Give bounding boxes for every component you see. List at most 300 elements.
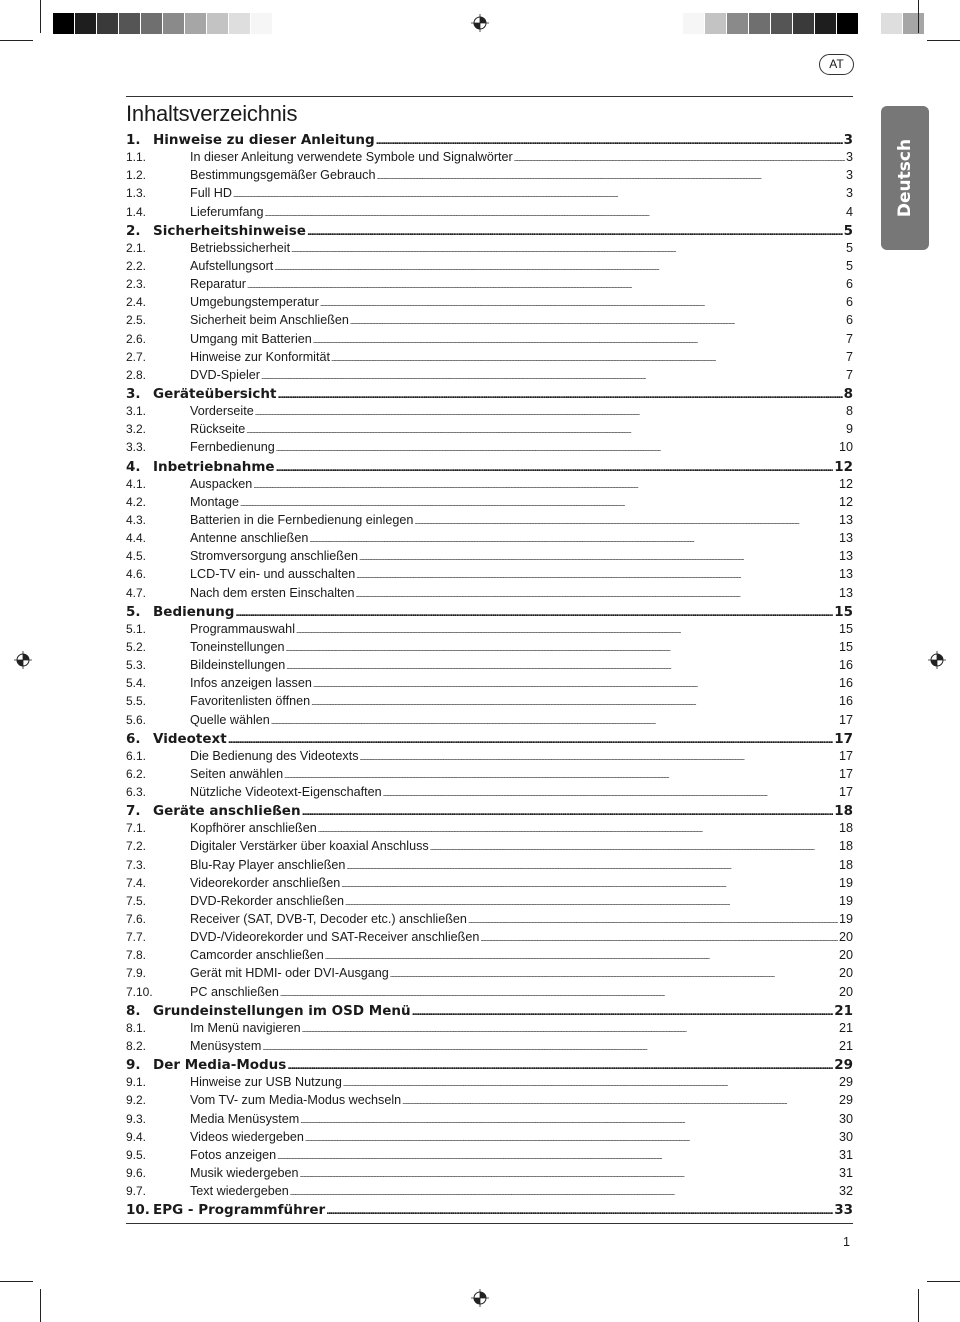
toc-entry-page: 5 [845, 240, 853, 255]
toc-chapter-entry[interactable] [126, 386, 853, 404]
toc-entry-page: 19 [838, 875, 853, 890]
toc-dot-leader [313, 338, 845, 345]
toc-section-entry[interactable] [126, 495, 853, 513]
toc-entry-number: 9.5. [126, 1147, 147, 1162]
toc-entry-page: 5 [843, 222, 853, 239]
toc-section-entry[interactable] [126, 912, 853, 930]
toc-section-entry[interactable] [126, 876, 853, 894]
color-swatch [229, 13, 251, 34]
toc-entry-number: 6.3. [126, 785, 147, 800]
toc-entry-page: 30 [838, 1111, 853, 1126]
toc-dot-leader [228, 736, 834, 746]
crop-mark-bottom-left-h [0, 1281, 33, 1282]
toc-entry-title: Nützliche Videotext-Eigenschaften [190, 785, 382, 800]
toc-entry-page: 12 [834, 458, 853, 475]
toc-entry-title: Rückseite [190, 422, 246, 437]
toc-entry-title: Betriebssicherheit [190, 240, 291, 255]
toc-entry-page: 13 [838, 567, 853, 582]
toc-entry-title: Infos anzeigen lassen [190, 676, 312, 691]
toc-dot-leader [313, 682, 838, 689]
toc-dot-leader [376, 137, 843, 147]
toc-dot-leader [302, 808, 834, 818]
toc-section-entry[interactable] [126, 513, 853, 531]
toc-entry-title: Bedienung [153, 603, 235, 620]
toc-entry-number: 5.1. [126, 621, 147, 636]
toc-dot-leader [276, 446, 838, 453]
toc-entry-title: Geräte anschließen [153, 803, 301, 820]
toc-dot-leader [390, 972, 838, 979]
toc-entry-number: 7.10. [126, 984, 153, 999]
toc-entry-page: 6 [845, 277, 853, 292]
toc-entry-number: 7.9. [126, 966, 147, 981]
toc-dot-leader [345, 900, 838, 907]
toc-entry-number: 4.4. [126, 531, 147, 546]
toc-entry-page: 10 [838, 440, 853, 455]
crop-mark-top-right-h [927, 40, 960, 41]
toc-dot-leader [402, 1099, 838, 1106]
color-swatch [251, 13, 273, 34]
toc-dot-leader [300, 1172, 838, 1179]
toc-section-entry[interactable] [126, 186, 853, 204]
toc-entry-title: Bildeinstellungen [190, 658, 286, 673]
toc-section-entry[interactable] [126, 1093, 853, 1111]
color-swatch [793, 13, 815, 34]
registration-mark-left-icon [14, 651, 32, 669]
toc-chapter-entry[interactable] [126, 223, 853, 241]
color-swatch [749, 13, 771, 34]
toc-dot-leader [514, 156, 845, 163]
toc-entry-number: 4.6. [126, 567, 147, 582]
toc-entry-number: 6.2. [126, 766, 147, 781]
toc-entry-page: 3 [843, 132, 853, 148]
toc-dot-leader [412, 1008, 834, 1018]
toc-section-entry[interactable] [126, 622, 853, 640]
toc-section-entry[interactable] [126, 313, 853, 331]
toc-entry-page: 18 [838, 857, 853, 872]
toc-entry-page: 12 [838, 494, 853, 509]
toc-section-entry[interactable] [126, 985, 853, 1003]
toc-section-entry[interactable] [126, 749, 853, 767]
toc-entry-number: 7.4. [126, 875, 147, 890]
toc-entry-page: 7 [845, 349, 853, 364]
toc-section-entry[interactable] [126, 713, 853, 731]
toc-entry-number: 2.7. [126, 349, 147, 364]
toc-entry-title: Umgebungstemperatur [190, 295, 319, 310]
toc-entry-page: 29 [834, 1057, 853, 1074]
toc-entry-title: Aufstellungsort [190, 258, 274, 273]
toc-entry-page: 8 [843, 385, 853, 402]
toc-entry-page: 20 [838, 966, 853, 981]
toc-chapter-entry[interactable] [126, 1202, 853, 1220]
toc-dot-leader [277, 1154, 838, 1161]
toc-entry-page: 6 [845, 295, 853, 310]
toc-entry-title: Geräteübersicht [153, 385, 277, 402]
toc-dot-leader [296, 628, 838, 635]
toc-entry-page: 19 [838, 912, 853, 927]
toc-section-entry[interactable] [126, 295, 853, 313]
color-swatch [771, 13, 793, 34]
toc-dot-leader [246, 428, 845, 435]
toc-dot-leader [261, 374, 845, 381]
toc-dot-leader [300, 1118, 838, 1125]
toc-section-entry[interactable] [126, 1148, 853, 1166]
color-swatch [185, 13, 207, 34]
toc-section-entry[interactable] [126, 1184, 853, 1202]
language-badge: AT [819, 54, 854, 75]
toc-entry-number: 8.2. [126, 1039, 147, 1054]
toc-dot-leader [311, 700, 838, 707]
color-swatch [683, 13, 705, 34]
toc-entry-title: Hinweise zur Konformität [190, 349, 330, 364]
toc-entry-title: Inbetriebnahme [153, 458, 275, 475]
toc-entry-number: 6. [126, 730, 141, 747]
toc-entry-number: 5.3. [126, 658, 147, 673]
toc-entry-title: EPG - Programmführer [153, 1202, 326, 1219]
color-swatch [119, 13, 141, 34]
toc-entry-title: Im Menü navigieren [190, 1020, 301, 1035]
toc-entry-title: Sicherheitshinweise [153, 222, 306, 239]
toc-dot-leader [377, 174, 845, 181]
toc-entry-number: 9.1. [126, 1075, 147, 1090]
toc-dot-leader [309, 537, 838, 544]
toc-entry-number: 1.1. [126, 150, 147, 165]
toc-dot-leader [325, 954, 838, 961]
toc-entry-page: 17 [838, 748, 853, 763]
toc-entry-title: LCD-TV ein- und ausschalten [190, 567, 356, 582]
side-tab-label: Deutsch [895, 138, 915, 218]
toc-dot-leader [255, 410, 845, 417]
toc-entry-title: In dieser Anleitung verwendete Symbole und Signalwörter [190, 150, 513, 165]
toc-section-entry[interactable] [126, 930, 853, 948]
toc-section-entry[interactable] [126, 839, 853, 857]
toc-entry-title: DVD-Rekorder anschließen [190, 893, 344, 908]
toc-section-entry[interactable] [126, 332, 853, 350]
toc-entry-number: 5.4. [126, 676, 147, 691]
toc-section-entry[interactable] [126, 440, 853, 458]
toc-section-entry[interactable] [126, 531, 853, 549]
toc-entry-page: 31 [838, 1147, 853, 1162]
toc-entry-page: 29 [838, 1093, 853, 1108]
toc-entry-title: Fotos anzeigen [190, 1147, 277, 1162]
toc-dot-leader [276, 464, 834, 474]
toc-dot-leader [253, 483, 838, 490]
toc-entry-number: 7.7. [126, 930, 147, 945]
toc-entry-number: 2.3. [126, 277, 147, 292]
toc-entry-page: 13 [838, 585, 853, 600]
toc-chapter-entry[interactable] [126, 731, 853, 749]
toc-entry-title: DVD-/Videorekorder und SAT-Receiver anschließen [190, 930, 480, 945]
toc-section-entry[interactable] [126, 1039, 853, 1057]
toc-entry-title: Auspacken [190, 476, 253, 491]
toc-entry-title: Reparatur [190, 277, 247, 292]
toc-entry-number: 8. [126, 1002, 141, 1019]
toc-section-entry[interactable] [126, 168, 853, 186]
color-swatch [837, 13, 859, 34]
toc-dot-leader [356, 573, 838, 580]
toc-entry-title: Der Media-Modus [153, 1057, 287, 1074]
toc-section-entry[interactable] [126, 1021, 853, 1039]
toc-entry-title: Stromversorgung anschließen [190, 549, 358, 564]
toc-section-entry[interactable] [126, 658, 853, 676]
toc-bottom-divider [126, 1223, 853, 1224]
toc-dot-leader [346, 864, 838, 871]
toc-entry-title: Programmauswahl [190, 621, 295, 636]
color-swatch [881, 13, 903, 34]
toc-section-entry[interactable] [126, 150, 853, 168]
toc-entry-page: 8 [845, 404, 853, 419]
toc-entry-title: Lieferumfang [190, 204, 264, 219]
toc-entry-title: Gerät mit HDMI- oder DVI-Ausgang [190, 966, 389, 981]
toc-dot-leader [480, 936, 838, 943]
toc-entry-number: 4.7. [126, 585, 147, 600]
toc-entry-title: Media Menüsystem [190, 1111, 300, 1126]
toc-entry-number: 2.8. [126, 367, 147, 382]
toc-entry-number: 1.2. [126, 168, 147, 183]
toc-entry-page: 20 [838, 984, 853, 999]
toc-dot-leader [307, 228, 843, 238]
toc-section-entry[interactable] [126, 404, 853, 422]
toc-entry-number: 9.2. [126, 1093, 147, 1108]
toc-entry-title: PC anschließen [190, 984, 279, 999]
toc-entry-number: 9.6. [126, 1166, 147, 1181]
toc-section-entry[interactable] [126, 1075, 853, 1093]
toc-section-entry[interactable] [126, 368, 853, 386]
toc-section-entry[interactable] [126, 858, 853, 876]
toc-chapter-entry[interactable] [126, 803, 853, 821]
toc-entry-number: 7.3. [126, 857, 147, 872]
toc-section-entry[interactable] [126, 586, 853, 604]
toc-entry-page: 7 [845, 331, 853, 346]
toc-entry-title: Camcorder anschließen [190, 948, 324, 963]
toc-entry-page: 18 [834, 803, 853, 820]
toc-entry-page: 21 [838, 1020, 853, 1035]
toc-entry-number: 1. [126, 132, 141, 148]
toc-dot-leader [302, 1027, 838, 1034]
toc-dot-leader [262, 1045, 838, 1052]
toc-entry-page: 13 [838, 531, 853, 546]
toc-entry-page: 3 [845, 168, 853, 183]
toc-entry-title: Vorderseite [190, 404, 254, 419]
toc-chapter-entry[interactable] [126, 132, 853, 150]
toc-entry-number: 7.5. [126, 893, 147, 908]
toc-entry-number: 10. [126, 1202, 150, 1219]
toc-entry-title: Batterien in die Fernbedienung einlegen [190, 512, 414, 527]
toc-entry-page: 3 [845, 150, 853, 165]
crop-mark-bottom-right [918, 1289, 919, 1322]
toc-chapter-entry[interactable] [126, 604, 853, 622]
toc-entry-page: 20 [838, 930, 853, 945]
toc-entry-number: 4.5. [126, 549, 147, 564]
toc-dot-leader [383, 791, 838, 798]
toc-dot-leader [318, 827, 838, 834]
color-swatch [207, 13, 229, 34]
toc-section-entry[interactable] [126, 694, 853, 712]
toc-section-entry[interactable] [126, 640, 853, 658]
toc-entry-number: 4.1. [126, 476, 147, 491]
toc-entry-number: 3. [126, 385, 141, 402]
toc-entry-title: Vom TV- zum Media-Modus wechseln [190, 1093, 402, 1108]
toc-section-entry[interactable] [126, 948, 853, 966]
toc-entry-title: Nach dem ersten Einschalten [190, 585, 355, 600]
toc-entry-title: DVD-Spieler [190, 367, 260, 382]
toc-dot-leader [277, 391, 842, 401]
crop-mark-top-left-h [0, 40, 33, 41]
toc-section-entry[interactable] [126, 894, 853, 912]
toc-entry-title: Bestimmungsgemäßer Gebrauch [190, 168, 376, 183]
color-swatch [859, 13, 881, 34]
toc-entry-title: Quelle wählen [190, 712, 270, 727]
toc-dot-leader [290, 1190, 838, 1197]
toc-entry-page: 20 [838, 948, 853, 963]
toc-entry-number: 3.3. [126, 440, 147, 455]
toc-chapter-entry[interactable] [126, 459, 853, 477]
toc-dot-leader [271, 719, 838, 726]
toc-entry-number: 9.7. [126, 1184, 147, 1199]
color-swatch [53, 13, 75, 34]
toc-dot-leader [414, 519, 838, 526]
toc-entry-number: 3.2. [126, 422, 147, 437]
toc-entry-page: 32 [838, 1184, 853, 1199]
toc-entry-number: 1.4. [126, 204, 147, 219]
toc-entry-title: Antenne anschließen [190, 531, 309, 546]
registration-mark-bottom-icon [471, 1289, 489, 1307]
color-swatch [705, 13, 727, 34]
toc-dot-leader [430, 845, 838, 852]
toc-entry-page: 16 [838, 694, 853, 709]
toc-entry-title: Digitaler Verstärker über koaxial Anschluss [190, 839, 429, 854]
toc-section-entry[interactable] [126, 1130, 853, 1148]
toc-entry-title: Montage [190, 494, 240, 509]
page-number: 1 [843, 1235, 850, 1249]
toc-section-entry[interactable] [126, 549, 853, 567]
toc-section-entry[interactable] [126, 676, 853, 694]
toc-entry-page: 30 [838, 1129, 853, 1144]
registration-mark-top-icon [471, 14, 489, 32]
toc-dot-leader [286, 664, 838, 671]
toc-entry-number: 5.5. [126, 694, 147, 709]
toc-entry-page: 18 [838, 821, 853, 836]
toc-entry-number: 5.6. [126, 712, 147, 727]
toc-entry-number: 7. [126, 803, 141, 820]
toc-section-entry[interactable] [126, 259, 853, 277]
toc-section-entry[interactable] [126, 241, 853, 259]
toc-entry-page: 21 [838, 1039, 853, 1054]
toc-entry-page: 9 [845, 422, 853, 437]
toc-entry-number: 8.1. [126, 1020, 147, 1035]
toc-section-entry[interactable] [126, 767, 853, 785]
toc-entry-page: 6 [845, 313, 853, 328]
toc-dot-leader [360, 755, 838, 762]
toc-entry-number: 1.3. [126, 186, 147, 201]
toc-entry-number: 7.6. [126, 912, 147, 927]
toc-entry-page: 3 [845, 186, 853, 201]
toc-entry-number: 9. [126, 1057, 141, 1074]
toc-dot-leader [326, 1207, 833, 1217]
toc-section-entry[interactable] [126, 1112, 853, 1130]
toc-entry-title: Musik wiedergeben [190, 1166, 299, 1181]
toc-chapter-entry[interactable] [126, 1003, 853, 1021]
toc-entry-page: 17 [838, 712, 853, 727]
page-title: Inhaltsverzeichnis [126, 101, 298, 126]
toc-entry-number: 4.2. [126, 494, 147, 509]
toc-entry-title: Kopfhörer anschließen [190, 821, 317, 836]
color-swatch [163, 13, 185, 34]
toc-entry-number: 4.3. [126, 512, 147, 527]
toc-entry-title: Hinweise zur USB Nutzung [190, 1075, 342, 1090]
color-calibration-bar-left [53, 13, 273, 34]
toc-entry-title: Receiver (SAT, DVB-T, Decoder etc.) anschließen [190, 912, 467, 927]
toc-entry-title: Full HD [190, 186, 232, 201]
toc-entry-page: 31 [838, 1166, 853, 1181]
toc-section-entry[interactable] [126, 422, 853, 440]
toc-dot-leader [343, 1081, 838, 1088]
toc-dot-leader [235, 609, 833, 619]
toc-section-entry[interactable] [126, 277, 853, 295]
color-swatch [727, 13, 749, 34]
crop-mark-bottom-left [40, 1289, 41, 1322]
toc-dot-leader [331, 356, 845, 363]
toc-section-entry[interactable] [126, 785, 853, 803]
toc-entry-number: 5.2. [126, 639, 147, 654]
toc-entry-page: 16 [838, 658, 853, 673]
toc-section-entry[interactable] [126, 205, 853, 223]
toc-entry-title: Fernbedienung [190, 440, 275, 455]
toc-entry-page: 7 [845, 367, 853, 382]
toc-entry-number: 2.5. [126, 313, 147, 328]
toc-entry-number: 7.2. [126, 839, 147, 854]
toc-entry-page: 12 [838, 476, 853, 491]
toc-section-entry[interactable] [126, 1166, 853, 1184]
toc-chapter-entry[interactable] [126, 1057, 853, 1075]
crop-mark-top-left [40, 0, 41, 33]
toc-entry-title: Hinweise zu dieser Anleitung [153, 132, 375, 148]
toc-entry-number: 2. [126, 222, 141, 239]
toc-entry-page: 17 [834, 730, 853, 747]
language-side-tab [881, 106, 929, 250]
toc-section-entry[interactable] [126, 821, 853, 839]
toc-entry-number: 3.1. [126, 404, 147, 419]
toc-dot-leader [265, 211, 845, 218]
toc-entry-page: 18 [838, 839, 853, 854]
toc-entry-number: 2.4. [126, 295, 147, 310]
toc-entry-title: Grundeinstellungen im OSD Menü [153, 1002, 411, 1019]
toc-dot-leader [274, 265, 845, 272]
toc-entry-title: Seiten anwählen [190, 766, 284, 781]
toc-dot-leader [291, 247, 845, 254]
toc-section-entry[interactable] [126, 477, 853, 495]
toc-dot-leader [287, 1062, 833, 1072]
toc-entry-page: 15 [834, 603, 853, 620]
toc-section-entry[interactable] [126, 966, 853, 984]
toc-section-entry[interactable] [126, 567, 853, 585]
toc-section-entry[interactable] [126, 350, 853, 368]
toc-dot-leader [286, 646, 838, 653]
crop-mark-top-right [918, 0, 919, 33]
toc-entry-title: Die Bedienung des Videotexts [190, 748, 359, 763]
toc-dot-leader [305, 1136, 838, 1143]
toc-entry-number: 9.3. [126, 1111, 147, 1126]
toc-entry-number: 9.4. [126, 1129, 147, 1144]
toc-dot-leader [280, 991, 838, 998]
toc-entry-number: 6.1. [126, 748, 147, 763]
toc-entry-number: 2.1. [126, 240, 147, 255]
toc-dot-leader [468, 918, 838, 925]
toc-entry-page: 5 [845, 258, 853, 273]
toc-entry-page: 4 [845, 204, 853, 219]
toc-entry-number: 5. [126, 603, 141, 620]
toc-entry-number: 2.2. [126, 258, 147, 273]
toc-entry-page: 33 [834, 1202, 853, 1219]
